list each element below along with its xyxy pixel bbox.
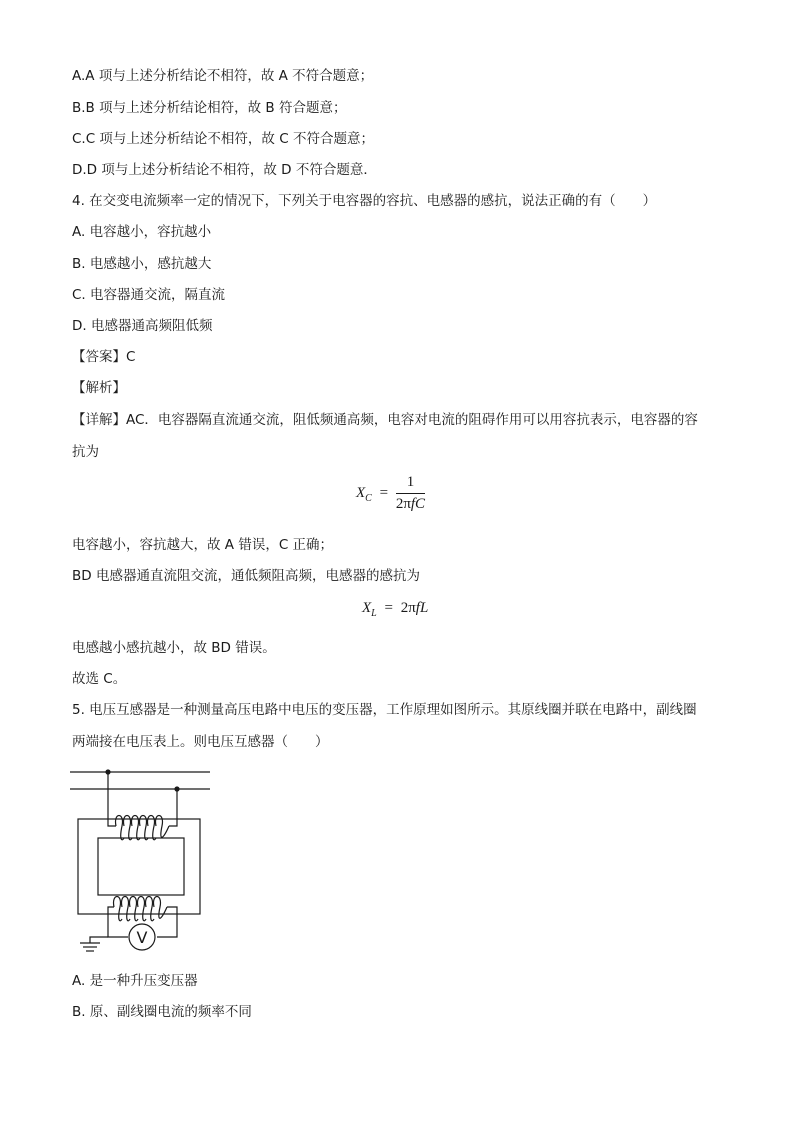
formula2-rhs-prefix: 2π xyxy=(400,600,416,616)
question-4-option-c: C. 电容器通交流，隔直流 xyxy=(72,287,226,303)
option-a-analysis: A.A 项与上述分析结论不相符，故 A 不符合题意； xyxy=(72,68,374,84)
formula1-lhs-sub: C xyxy=(365,492,372,504)
option-b-analysis: B.B 项与上述分析结论相符，故 B 符合题意； xyxy=(72,100,347,116)
formula2-lhs-var: X xyxy=(362,600,372,616)
formula2-eq: = xyxy=(384,600,393,616)
option-c-analysis: C.C 项与上述分析结论不相符，故 C 不符合题意； xyxy=(72,131,374,147)
voltmeter-label: V xyxy=(136,928,148,947)
question-4-stem: 4. 在交变电流频率一定的情况下，下列关于电容器的容抗、电感器的感抗，说法正确的有（ ） xyxy=(72,193,657,209)
voltage-transformer-diagram xyxy=(70,762,220,957)
after-formula-1: 电容越小，容抗越大，故 A 错误，C 正确； xyxy=(72,537,334,553)
formula1-numerator: 1 xyxy=(396,474,425,494)
answer-label: 【答案】C xyxy=(72,349,136,365)
core-outer xyxy=(78,819,200,914)
option-d-analysis: D.D 项与上述分析结论不相符，故 D 不符合题意． xyxy=(72,162,377,178)
question-4-option-a: A. 电容越小，容抗越小 xyxy=(72,224,212,240)
analysis-label: 【解析】 xyxy=(72,380,126,396)
formula1-fraction xyxy=(396,474,425,513)
formula1-den-prefix: 2π xyxy=(395,496,411,512)
formula-capacitive-reactance xyxy=(356,474,425,513)
secondary-lead-left xyxy=(108,907,128,937)
formula1-den-vars: fC xyxy=(410,496,426,512)
formula-inductive-reactance xyxy=(362,600,428,617)
primary-lead-right xyxy=(169,789,177,826)
question-5-option-b: B. 原、副线圈电流的频率不同 xyxy=(72,1004,252,1020)
formula2-rhs-vars: fL xyxy=(415,600,429,616)
junction-dot-right xyxy=(174,786,179,791)
detail-line-1: 【详解】AC．电容器隔直流通交流，阻低频通高频，电容对电流的阻碍作用可以用容抗表示，电容器的容 xyxy=(72,412,698,428)
detail-line-2: 抗为 xyxy=(72,444,99,460)
formula1-denominator xyxy=(396,494,425,513)
question-5-stem-1: 5. 电压互感器是一种测量高压电路中电压的变压器，工作原理如图所示。其原线圈并联在电路中，副线圈 xyxy=(72,702,697,718)
formula2-lhs-sub: L xyxy=(371,608,377,619)
question-4-option-d: D. 电感器通高频阻低频 xyxy=(72,318,213,334)
secondary-coil xyxy=(114,897,167,921)
ground-wire xyxy=(90,937,108,943)
question-5-option-a: A. 是一种升压变压器 xyxy=(72,973,198,989)
after-formula-2: 电感越小感抗越小，故 BD 错误。 xyxy=(72,640,276,656)
question-5-stem-2: 两端接在电压表上。则电压互感器（ ） xyxy=(72,734,329,750)
choose-line: 故选 C。 xyxy=(72,671,127,687)
formula1-lhs-var: X xyxy=(356,484,366,501)
formula1-eq: = xyxy=(379,484,389,501)
question-4-option-b: B. 电感越小，感抗越大 xyxy=(72,256,212,272)
core-inner xyxy=(98,838,184,895)
junction-dot-left xyxy=(105,769,110,774)
primary-lead-left xyxy=(108,772,116,826)
secondary-lead-right xyxy=(157,907,177,937)
bd-line: BD 电感器通直流阻交流，通低频阻高频，电感器的感抗为 xyxy=(72,568,420,584)
